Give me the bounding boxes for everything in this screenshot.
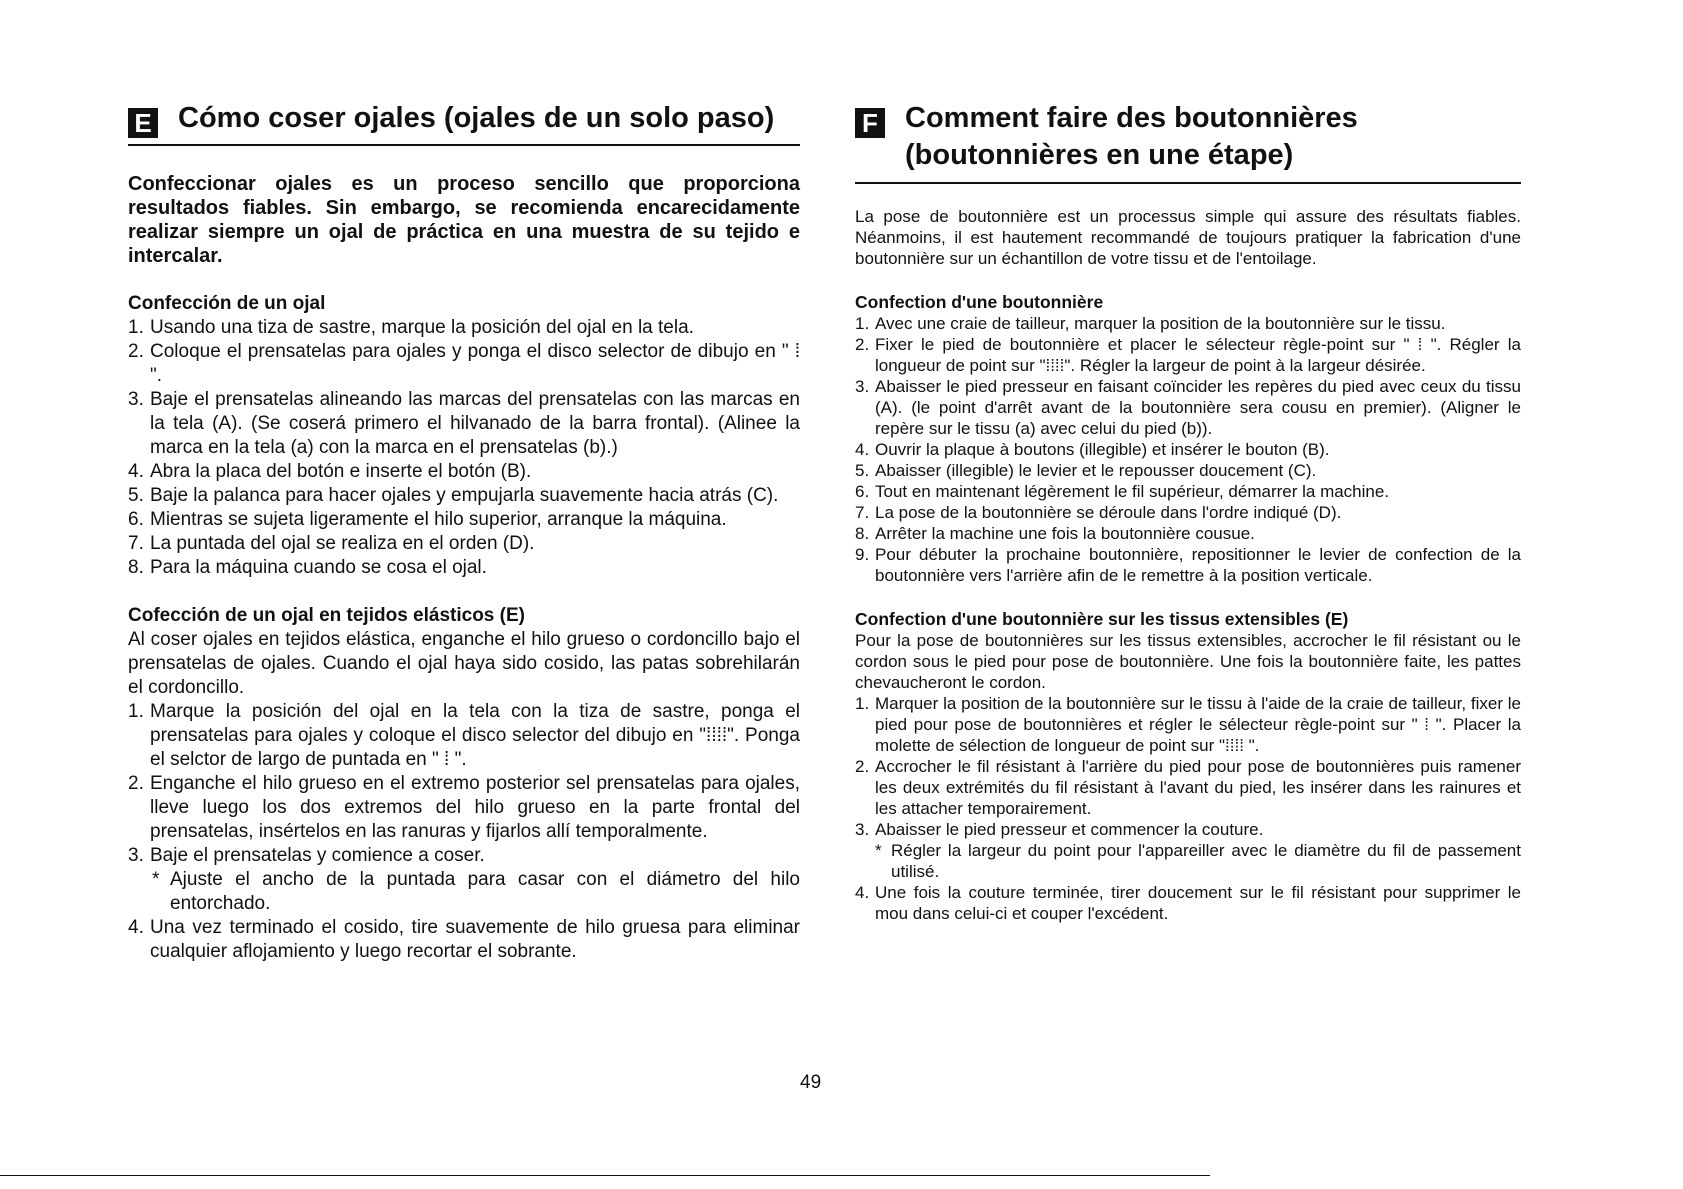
spanish-note: * Ajuste el ancho de la puntada para casar con el diámetro del hilo entorchado. — [152, 869, 800, 914]
list-item: 2. Enganche el hilo grueso en el extremo posterior sel prensatelas para ojales, lleve luego los dos extremos del hilo grueso en la parte frontal del prensatelas, insértelos en las ranuras y fijarlos allí temporalmente. — [128, 773, 800, 842]
list-item: 4. Abra la placa del botón e inserte el botón (B). — [128, 461, 532, 482]
list-item: 8. Arrêter la machine une fois la boutonnière cousue. — [855, 524, 1255, 543]
page-number: 49 — [800, 1072, 822, 1093]
french-note: * Régler la largeur du point pour l'appareiller avec le diamètre du fil de passement utilisé. — [875, 841, 1521, 881]
section-letter-badge: F — [855, 108, 885, 138]
list-item: 7. La pose de la boutonnière se déroule dans l'ordre indiqué (D). — [855, 503, 1342, 522]
spanish-title: Cómo coser ojales (ojales de un solo paso) — [178, 102, 775, 134]
list-item: 4. Una vez terminado el cosido, tire suavemente de hilo gruesa para eliminar cualquier aflojamiento y luego recortar el sobrante. — [128, 917, 800, 962]
spanish-section-2-intro: Al coser ojales en tejidos elástica, enganche el hilo grueso o cordoncillo bajo el prensatelas de ojales. Cuando el ojal haya sido cosido, las patas sobrehilarán el cordoncillo. — [128, 629, 800, 698]
list-item: 2. Fixer le pied de boutonnière et placer le sélecteur règle-point sur " ⁞ ". Régler la longueur de point sur "⁞⁞⁞⁞". Régler la largeur de point à la largeur désirée. — [855, 335, 1521, 375]
french-intro: La pose de boutonnière est un processus simple qui assure des résultats fiables. Néanmoins, il est hautement recommandé de toujours pratiquer la fabrication d'une boutonnière sur un échantillon de votre tissu et de l'entoilage. — [855, 207, 1521, 268]
list-item: 3. Baje el prensatelas alineando las marcas del prensatelas con las marcas en la tela (A). (Se coserá primero el hilvanado de la barra frontal). (Alinee la marca en la tela (a) con la marca en el prensatelas (b).) — [128, 389, 800, 458]
spanish-steps-list-2 — [128, 700, 800, 868]
list-item: 1. Marque la posición del ojal en la tela con la tiza de sastre, ponga el prensatelas para ojales y coloque el disco selector del dibujo en "⁞⁞⁞⁞". Ponga el selctor de largo de puntada en " ⁞ ". — [128, 701, 800, 770]
list-item: 2. Coloque el prensatelas para ojales y ponga el disco selector de dibujo en " ⁞ ". — [128, 341, 800, 386]
list-item: 3. Baje el prensatelas y comience a coser. — [128, 845, 485, 866]
list-item: 1. Usando una tiza de sastre, marque la posición del ojal en la tela. — [128, 317, 694, 338]
french-section-heading-1: Confection d'une boutonnière — [855, 292, 1104, 312]
asterisk-icon: * — [152, 869, 160, 890]
section-letter-badge: E — [128, 108, 158, 138]
list-item: 5. Baje la palanca para hacer ojales y empujarla suavemente hacia atrás (C). — [128, 485, 779, 506]
french-section-heading-2: Confection d'une boutonnière sur les tissus extensibles (E) — [855, 609, 1349, 629]
list-item: 1. Avec une craie de tailleur, marquer la position de la boutonnière sur le tissu. — [855, 314, 1446, 333]
french-steps-list-1 — [855, 313, 1521, 586]
list-item: 4. Ouvrir la plaque à boutons (illegible) et insérer le bouton (B). — [855, 440, 1330, 459]
list-item: 9. Pour débuter la prochaine boutonnière, repositionner le levier de confection de la boutonnière vers l'arrière afin de le remettre à la position verticale. — [855, 545, 1521, 585]
list-item: 6. Tout en maintenant légèrement le fil supérieur, démarrer la machine. — [855, 482, 1390, 501]
list-item: 8. Para la máquina cuando se cosa el ojal. — [128, 557, 487, 578]
list-item: 2. Accrocher le fil résistant à l'arrière du pied pour pose de boutonnières puis ramener les deux extrémités du fil résistant à l'avant du pied, les insérer dans les rainures et les attacher temporairement. — [855, 757, 1521, 818]
french-column — [855, 100, 1521, 924]
spanish-section-heading-2: Cofección de un ojal en tejidos elásticos (E) — [128, 605, 525, 626]
french-title: Comment faire des boutonnières (boutonnières en une étape) — [905, 102, 1358, 171]
french-steps-list-2b — [855, 882, 1521, 924]
spanish-column — [128, 100, 800, 964]
list-item: 3. Abaisser le pied presseur et commencer la couture. — [855, 820, 1264, 839]
spanish-section-heading-1: Confección de un ojal — [128, 293, 326, 314]
list-item: 4. Une fois la couture terminée, tirer doucement sur le fil résistant pour supprimer le mou dans celui-ci et couper l'excédent. — [855, 883, 1521, 923]
spanish-header — [128, 100, 800, 138]
asterisk-icon: * — [875, 841, 882, 860]
spanish-steps-list-2b — [128, 916, 800, 964]
list-item: 7. La puntada del ojal se realiza en el orden (D). — [128, 533, 535, 554]
bottom-rule — [0, 1175, 1210, 1176]
title-rule — [128, 144, 800, 146]
list-item: 6. Mientras se sujeta ligeramente el hilo superior, arranque la máquina. — [128, 509, 727, 530]
spanish-steps-list-1 — [128, 316, 800, 580]
french-header — [855, 100, 1521, 174]
title-rule — [855, 182, 1521, 184]
list-item: 5. Abaisser (illegible) le levier et le repousser doucement (C). — [855, 461, 1317, 480]
list-item: 1. Marquer la position de la boutonnière sur le tissu à l'aide de la craie de tailleur, fixer le pied pour pose de boutonnières et régler le sélecteur règle-point sur " ⁞ ". Placer la molette de sélection de longueur de point sur "⁞⁞⁞⁞ ". — [855, 694, 1521, 755]
spanish-intro: Confeccionar ojales es un proceso sencillo que proporciona resultados fiables. Sin embargo, se recomienda encarecidamente realizar siempre un ojal de práctica en una muestra de su tejido e intercalar. — [128, 173, 800, 267]
french-section-2-intro: Pour la pose de boutonnières sur les tissus extensibles, accrocher le fil résistant ou le cordon sous le pied pour pose de boutonnière. Une fois la boutonnière faite, les pattes chevaucheront le cordon. — [855, 631, 1521, 692]
french-steps-list-2 — [855, 693, 1521, 840]
list-item: 3. Abaisser le pied presseur en faisant coïncider les repères du pied avec ceux du tissu (A). (le point d'arrêt avant de la boutonnière sera cousu en premier). (Aligner le repère sur le tissu (a) avec celui du pied (b)). — [855, 377, 1521, 438]
